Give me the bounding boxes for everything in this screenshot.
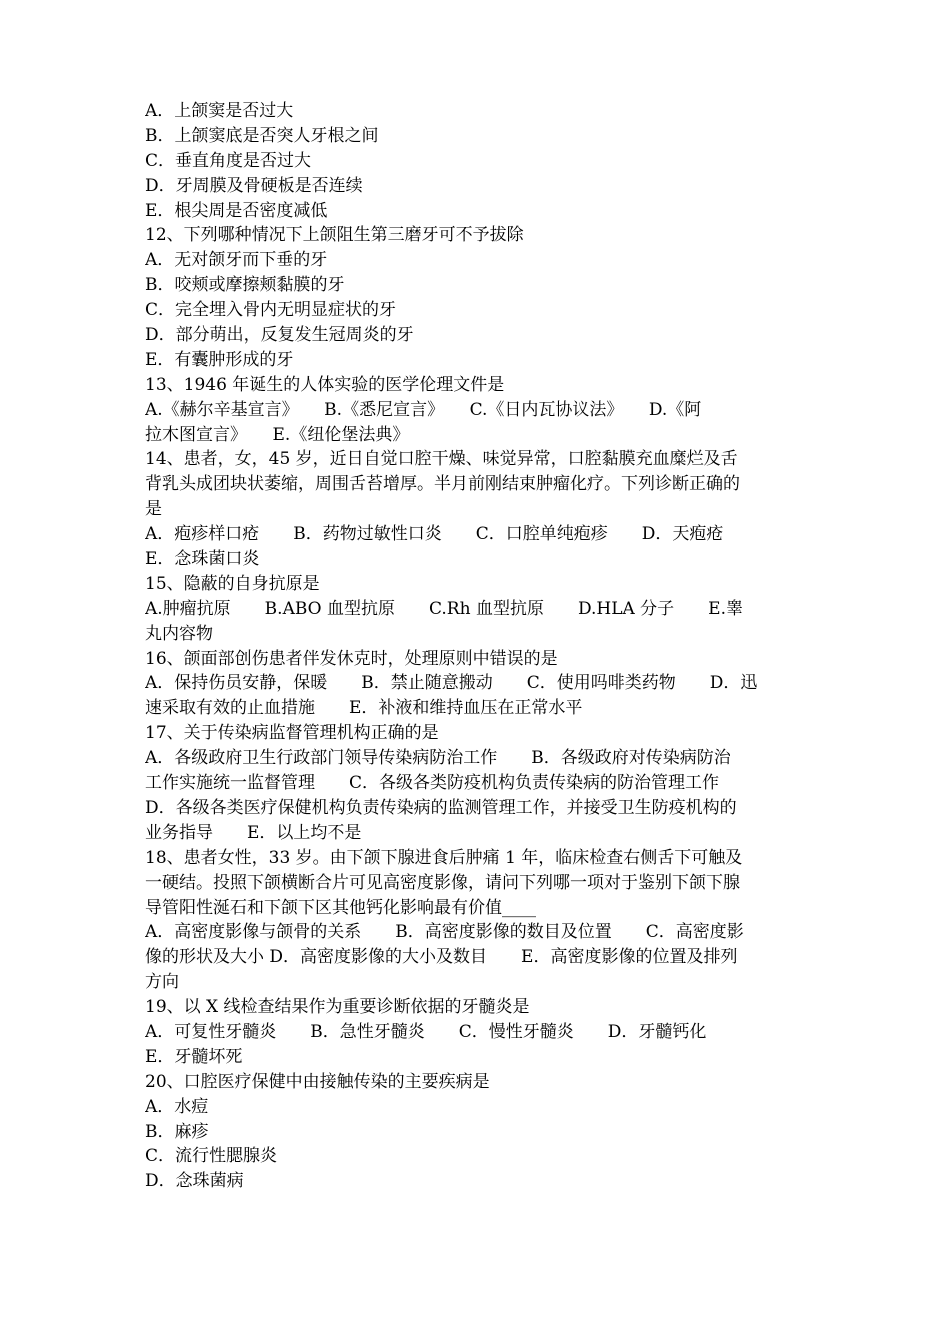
text-line: 速采取有效的止血措施 E．补液和维持血压在正常水平: [145, 698, 583, 719]
text-line: D．牙周膜及骨硬板是否连续: [145, 175, 363, 196]
text-line: 背乳头成团块状萎缩，周围舌苔增厚。半月前刚结束肿瘤化疗。下列诊断正确的: [145, 474, 740, 495]
text-line: A．无对颌牙而下垂的牙: [145, 250, 328, 271]
text-line: 像的形状及大小 D．高密度影像的大小及数目 E．高密度影像的位置及排列: [145, 947, 738, 968]
text-line: 业务指导 E．以上均不是: [145, 822, 362, 843]
text-line: A.《赫尔辛基宣言》 B.《悉尼宣言》 C.《日内瓦协议法》 D.《阿: [145, 399, 702, 420]
text-line: B．麻疹: [145, 1121, 209, 1142]
question-13: 13、1946 年诞生的人体实验的医学伦理文件是: [145, 374, 505, 395]
question-20: 20、口腔医疗保健中由接触传染的主要疾病是: [145, 1071, 490, 1092]
text-line: 是: [145, 499, 162, 520]
text-line: A．疱疹样口疮 B．药物过敏性口炎 C．口腔单纯疱疹 D．天疱疮: [145, 524, 724, 545]
question-19: 19、以 X 线检查结果作为重要诊断依据的牙髓炎是: [145, 997, 530, 1018]
text-line: D．部分萌出，反复发生冠周炎的牙: [145, 325, 414, 346]
text-line: D．念珠菌病: [145, 1171, 244, 1192]
text-line: 丸内容物: [145, 623, 213, 644]
text-line: 导管阳性涎石和下颌下区其他钙化影响最有价值____: [145, 897, 536, 918]
text-line: A．可复性牙髓炎 B．急性牙髓炎 C．慢性牙髓炎 D．牙髓钙化: [145, 1021, 707, 1042]
question-12: 12、下列哪种情况下上颌阻生第三磨牙可不予拔除: [145, 225, 524, 246]
question-18: 18、患者女性，33 岁。由下颌下腺进食后肿痛 1 年，临床检查右侧舌下可触及: [145, 847, 743, 868]
text-line: C．完全埋入骨内无明显症状的牙: [145, 300, 397, 321]
text-line: A．各级政府卫生行政部门领导传染病防治工作 B．各级政府对传染病防治: [145, 748, 731, 769]
text-line: C．垂直角度是否过大: [145, 150, 312, 171]
question-14: 14、患者，女，45 岁，近日自觉口腔干燥、味觉异常，口腔黏膜充血糜烂及舌: [145, 449, 738, 470]
text-line: A．水痘: [145, 1096, 209, 1117]
text-line: E．牙髓坏死: [145, 1046, 243, 1067]
text-line: 工作实施统一监督管理 C．各级各类防疫机构负责传染病的防治管理工作: [145, 773, 720, 794]
text-line: 拉木图宣言》 E.《纽伦堡法典》: [145, 424, 410, 445]
document-page: [145, 99, 810, 1194]
text-line: E．根尖周是否密度减低: [145, 200, 328, 221]
text-line: B．咬颊或摩擦颊黏膜的牙: [145, 275, 345, 296]
text-line: E．念珠菌口炎: [145, 549, 260, 570]
question-15: 15、隐蔽的自身抗原是: [145, 573, 320, 594]
text-line: A．保持伤员安静，保暖 B．禁止随意搬动 C．使用吗啡类药物 D．迅: [145, 673, 758, 694]
text-line: 一硬结。投照下颌横断合片可见高密度影像，请问下列哪一项对于鉴别下颌下腺: [145, 872, 740, 893]
text-line: E．有囊肿形成的牙: [145, 349, 294, 370]
text-line: B．上颌窦底是否突人牙根之间: [145, 125, 379, 146]
text-line: D．各级各类医疗保健机构负责传染病的监测管理工作，并接受卫生防疫机构的: [145, 797, 737, 818]
question-16: 16、颌面部创伤患者伴发休克时，处理原则中错误的是: [145, 648, 558, 669]
text-line: A．上颌窦是否过大: [145, 101, 294, 121]
text-line: C．流行性腮腺炎: [145, 1146, 278, 1167]
question-17: 17、关于传染病监督管理机构正确的是: [145, 723, 439, 744]
text-line: A.肿瘤抗原 B.ABO 血型抗原 C.Rh 血型抗原 D.HLA 分子 E.睾: [145, 598, 743, 619]
text-line: 方向: [145, 972, 179, 993]
text-line: A．高密度影像与颌骨的关系 B．高密度影像的数目及位置 C．高密度影: [145, 922, 744, 943]
